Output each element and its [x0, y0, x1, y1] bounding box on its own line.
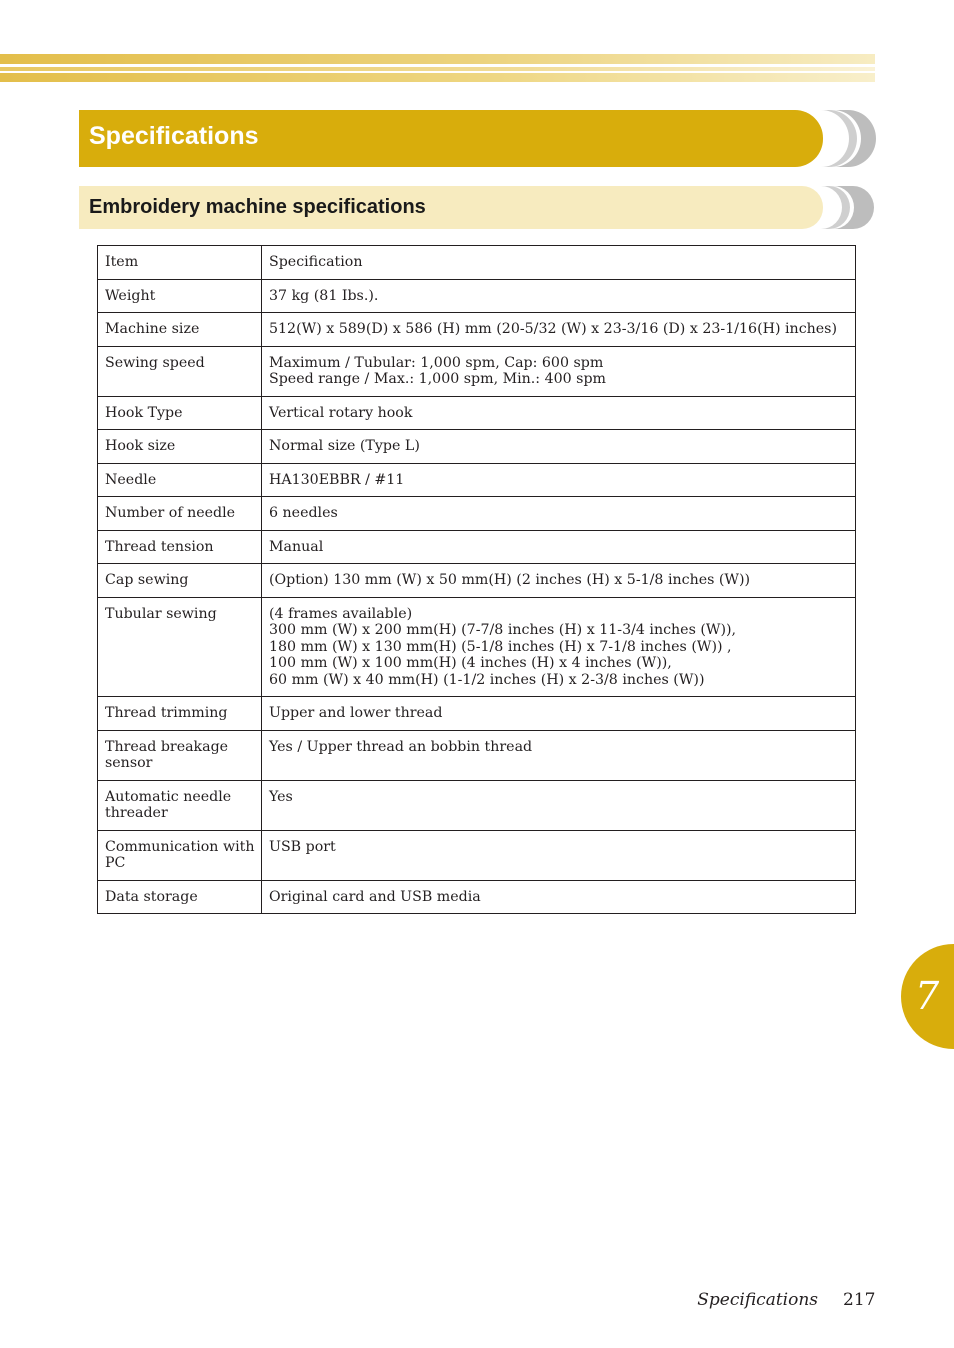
spec-cell: [262, 730, 856, 780]
spec-line: Yes: [269, 788, 293, 805]
spec-cell: [262, 830, 856, 880]
item-cell: Needle: [98, 463, 262, 497]
item-cell: Thread breakage sensor: [98, 730, 262, 780]
spec-line: Normal size (Type L): [269, 438, 420, 454]
spec-cell: [262, 346, 856, 396]
item-cell: Data storage: [98, 880, 262, 914]
page-title: Specifications: [89, 122, 259, 150]
spec-line: Yes / Upper thread an bobbin thread: [269, 738, 533, 755]
spec-cell: [262, 279, 856, 313]
spec-cell: [262, 396, 856, 430]
table-row: [98, 430, 856, 464]
page-number: 217: [843, 1290, 876, 1310]
spec-line: 6 needles: [269, 505, 338, 521]
spec-cell: [262, 564, 856, 598]
title-bar-decoration: [815, 110, 877, 167]
subsection-title: Embroidery machine specifications: [89, 196, 426, 218]
spec-line: Vertical rotary hook: [269, 404, 413, 421]
item-cell: Hook Type: [98, 396, 262, 430]
spec-line: (4 frames available): [269, 605, 413, 622]
footer-section-title: Specifications: [697, 1290, 818, 1310]
table-header-row: [98, 246, 856, 280]
specifications-table: [97, 245, 856, 914]
spec-line: 180 mm (W) x 130 mm(H) (5-1/8 inches (H) x 7-1/8 inches (W)) ,: [269, 638, 732, 655]
spec-line: HA130EBBR / #11: [269, 471, 405, 488]
item-cell: Item: [98, 246, 262, 280]
spec-line: USB port: [269, 838, 336, 855]
spec-line: (Option) 130 mm (W) x 50 mm(H) (2 inches (H) x 5-1/8 inches (W)): [269, 572, 751, 588]
spec-line: Upper and lower thread: [269, 705, 443, 721]
table-row: [98, 564, 856, 598]
table-row: [98, 830, 856, 880]
spec-cell: [262, 880, 856, 914]
table-row: [98, 346, 856, 396]
spec-line: Original card and USB media: [269, 888, 481, 905]
table-row: [98, 597, 856, 697]
spec-line: 300 mm (W) x 200 mm(H) (7-7/8 inches (H) x 11-3/4 inches (W)),: [269, 622, 737, 638]
item-cell: Hook size: [98, 430, 262, 464]
item-cell: Thread tension: [98, 530, 262, 564]
spec-line: Specification: [269, 254, 363, 270]
spec-cell: [262, 597, 856, 697]
spec-line: 60 mm (W) x 40 mm(H) (1-1/2 inches (H) x 2-3/8 inches (W)): [269, 671, 705, 688]
item-cell: Weight: [98, 279, 262, 313]
item-cell: Thread trimming: [98, 697, 262, 731]
chapter-number: 7: [915, 974, 940, 1018]
item-cell: Sewing speed: [98, 346, 262, 396]
spec-cell: [262, 697, 856, 731]
spec-cell: [262, 246, 856, 280]
item-cell: Cap sewing: [98, 564, 262, 598]
item-cell: Tubular sewing: [98, 597, 262, 697]
spec-line: Maximum / Tubular: 1,000 spm, Cap: 600 spm: [269, 354, 604, 371]
item-cell: Machine size: [98, 313, 262, 347]
spec-line: 100 mm (W) x 100 mm(H) (4 inches (H) x 4 inches (W)),: [269, 655, 672, 671]
table-row: [98, 396, 856, 430]
section-title-bar: [79, 110, 823, 167]
header-stripes: [0, 54, 875, 82]
table-row: [98, 463, 856, 497]
table-row: [98, 880, 856, 914]
table-row: [98, 530, 856, 564]
spec-cell: [262, 497, 856, 531]
item-cell: Number of needle: [98, 497, 262, 531]
table-row: [98, 730, 856, 780]
spec-cell: [262, 780, 856, 830]
spec-line: Speed range / Max.: 1,000 spm, Min.: 400 spm: [269, 371, 606, 387]
subtitle-bar-decoration: [815, 186, 877, 229]
table-row: [98, 780, 856, 830]
chapter-tab: [901, 944, 954, 1049]
item-cell: Communication with PC: [98, 830, 262, 880]
table-row: [98, 313, 856, 347]
spec-line: 512(W) x 589(D) x 586 (H) mm (20-5/32 (W) x 23-3/16 (D) x 23-1/16(H) inches): [269, 321, 837, 337]
spec-cell: [262, 313, 856, 347]
table-row: [98, 497, 856, 531]
spec-cell: [262, 463, 856, 497]
table-row: [98, 279, 856, 313]
item-cell: Automatic needle threader: [98, 780, 262, 830]
spec-line: Manual: [269, 538, 324, 555]
subsection-title-bar: [79, 186, 823, 229]
spec-cell: [262, 430, 856, 464]
spec-cell: [262, 530, 856, 564]
table-row: [98, 697, 856, 731]
spec-line: 37 kg (81 Ibs.).: [269, 287, 379, 304]
